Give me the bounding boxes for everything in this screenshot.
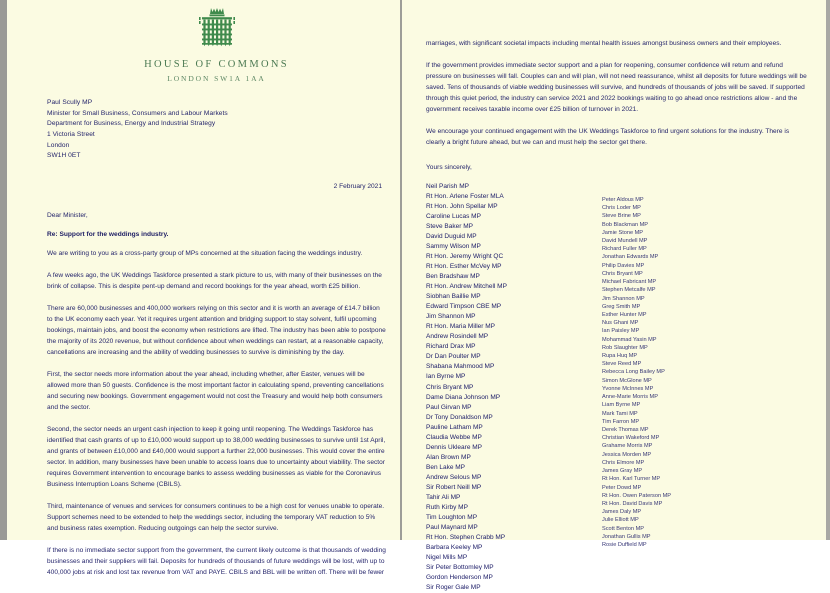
signatory-name: Sammy Wilson MP bbox=[426, 243, 481, 251]
signatory-name: Gordon Henderson MP bbox=[426, 574, 493, 582]
signatory-name: Ben Bradshaw MP bbox=[426, 273, 480, 281]
signatory-name: Richard Drax MP bbox=[426, 343, 476, 351]
signatory-name: Rt Hon. Stephen Crabb MP bbox=[426, 533, 506, 541]
signatory-name: Rt Hon. John Spellar MP bbox=[426, 202, 498, 210]
body-paragraph: Second, the sector needs an urgent cash injection to keep it going until reopening. The Weddings Taskforce has identified that cash grants of up to £10,000 would support up to 38,000 wedding businesses to survive until 1st April, and grants of between £10,000 and £40,000 would support a further 22,000 businesses. This would cover the entire sector. In addition, many businesses have been unable to access loans due to uncertainty about viability. The sector requires Government intervention to encourage banks to assess wedding businesses as viable for the Coronavirus Business Interruption Loans Scheme (CBILS). bbox=[47, 425, 386, 488]
signatory-name: Rt Hon. Jeremy Wright QC bbox=[426, 253, 504, 261]
signatory-name: Dennis Ukleare MP bbox=[426, 443, 482, 451]
signatory-name: Tim Farron MP bbox=[602, 418, 640, 425]
signatory-name: Liam Byrne MP bbox=[602, 402, 641, 409]
signatory-name: Julie Elliott MP bbox=[602, 517, 639, 524]
signatory-name: Peter Dowd MP bbox=[602, 484, 642, 491]
signatory-name: Chris Bryant MP bbox=[602, 270, 643, 277]
signatory-name: Alan Brown MP bbox=[426, 453, 471, 461]
signatory-name: Steve Baker MP bbox=[426, 223, 473, 230]
signatory-name: Barbara Keeley MP bbox=[426, 544, 483, 551]
letter-page-1 bbox=[7, 0, 400, 576]
body-paragraph: First, the sector needs more information about the year ahead, including whether, after Easter, venues will be allowed more than 50 guests. Confidence is the most important factor in calculating spend, preventing cancellations and securing new bookings. Government engagement would not cost the Treasury and would help both consumers and the sector. bbox=[47, 370, 384, 411]
body-paragraph: Third, maintenance of venues and services for consumers continues to be a high cost for venues unable to operate. Support schemes need to be extended to help the weddings sector, including the temporary VAT reduction to 5% and business rates exemption. Reducing outgoings can help the sector survive. bbox=[47, 502, 385, 532]
signatory-name: Jim Shannon MP bbox=[426, 313, 476, 321]
portcullis-crest-icon bbox=[190, 7, 244, 53]
signatory-name: Jamie Stone MP bbox=[602, 229, 644, 236]
house-of-commons-address: LONDON SW1A 1AA bbox=[167, 74, 266, 83]
signatory-name: Stephen Metcalfe MP bbox=[602, 287, 656, 294]
signatory-name: Mohammad Yasin MP bbox=[602, 336, 657, 343]
signatory-name: Ian Byrne MP bbox=[426, 373, 466, 381]
signatory-name: Ruth Kirby MP bbox=[426, 503, 468, 511]
letterhead bbox=[47, 0, 386, 83]
signatory-name: Tahir Ali MP bbox=[426, 493, 461, 501]
body-paragraph: A few weeks ago, the UK Weddings Taskforce presented a stark picture to us, with many of their businesses on the brink of collapse. This is despite pent-up demand and record bookings for the year ahead, worth £25 billion. bbox=[47, 272, 382, 290]
recipient-address bbox=[47, 98, 386, 162]
recipient-line: London bbox=[47, 141, 70, 149]
signatory-name: Yvonne McInnes MP bbox=[602, 385, 654, 392]
signatory-name: Chris Loder MP bbox=[602, 205, 641, 212]
signatory-name: Rt Hon. Owen Paterson MP bbox=[602, 492, 672, 499]
signatory-name: Rt Hon. Maria Miller MP bbox=[426, 323, 495, 331]
signatory-name: Jonathan Gullis MP bbox=[602, 533, 651, 540]
signatory-name: Rt Hon. Andrew Mitchell MP bbox=[426, 283, 507, 291]
signatory-name: Ben Lake MP bbox=[426, 463, 466, 471]
signatory-name: Grahame Morris MP bbox=[602, 443, 653, 450]
signatory-name: Jonathan Edwards MP bbox=[602, 254, 659, 261]
signatory-name: Shabana Mahmood MP bbox=[426, 363, 495, 371]
signatory-name: Andrew Rosindell MP bbox=[426, 333, 489, 341]
signatory-name: Anne-Marie Morris MP bbox=[602, 394, 658, 401]
signatory-name: Rt Hon. Esther McVey MP bbox=[426, 263, 502, 271]
signatory-name: Rob Slaughter MP bbox=[602, 344, 648, 351]
body-paragraph: marriages, with significant societal impacts including mental health issues amongst business owners and their employees. bbox=[426, 40, 782, 47]
signatory-name: Sir Roger Gale MP bbox=[426, 584, 481, 592]
signatory-name: Nigel Mills MP bbox=[426, 554, 468, 562]
body-paragraph: If there is no immediate sector support from the government, the current likely outcome is that thousands of wedding businesses and their suppliers will fail. Deposits for hundreds of thousands of future weddings will be lost, with up to 400,000 jobs at risk and lost tax revenue from VAT and PAYE. CBILS and BBL will be written off. There will be fewer bbox=[47, 546, 386, 576]
recipient-line: SW1H 0ET bbox=[47, 152, 81, 160]
signatory-name: James Gray MP bbox=[602, 468, 643, 475]
signatory-name: Bob Blackman MP bbox=[602, 221, 649, 228]
recipient-line: 1 Victoria Street bbox=[47, 131, 95, 139]
signatory-column-2 bbox=[576, 182, 726, 549]
signatory-name: Rt Hon. David Davis MP bbox=[602, 500, 663, 507]
signatory-name: Dr Tony Donaldson MP bbox=[426, 413, 493, 421]
body-paragraph: We are writing to you as a cross-party group of MPs concerned at the situation facing the weddings industry. bbox=[47, 250, 363, 258]
signatory-name: Richard Fuller MP bbox=[602, 246, 647, 253]
signatory-name: Rt Hon. Karl Turner MP bbox=[602, 476, 661, 483]
signatory-name: Pauline Latham MP bbox=[426, 423, 483, 431]
salutation: Dear Minister, bbox=[47, 212, 88, 220]
signatory-name: Michael Fabricant MP bbox=[602, 279, 657, 286]
body-paragraph: We encourage your continued engagement with the UK Weddings Taskforce to find urgent solutions for the industry. There is clearly a bright future ahead, but we can and must help the sector get there. bbox=[426, 127, 790, 146]
signatory-name: Paul Maynard MP bbox=[426, 523, 478, 531]
recipient-line: Paul Scully MP bbox=[47, 99, 93, 106]
signatory-name: Peter Aldous MP bbox=[602, 196, 644, 203]
signatory-name: Rosie Duffield MP bbox=[602, 542, 647, 549]
signatory-column-1 bbox=[426, 182, 576, 593]
signatory-name: Ian Paisley MP bbox=[602, 328, 640, 335]
recipient-line: Department for Business, Energy and Industrial Strategy bbox=[47, 120, 216, 128]
signatory-name: Philip Davies MP bbox=[602, 262, 645, 269]
signatory-name: Christian Wakeford MP bbox=[602, 435, 660, 442]
house-of-commons-title: HOUSE OF COMMONS bbox=[144, 59, 289, 70]
signatory-name: Sir Robert Neill MP bbox=[426, 483, 482, 491]
subject-line: Re: Support for the weddings industry. bbox=[47, 231, 169, 239]
signatory-name: Jim Shannon MP bbox=[602, 295, 645, 302]
signatory-name: Chris Bryant MP bbox=[426, 383, 474, 391]
signatory-name: Scott Benton MP bbox=[602, 525, 644, 532]
letter-date: 2 February 2021 bbox=[333, 183, 382, 191]
signatory-name: Tim Loughton MP bbox=[426, 513, 478, 521]
signatory-name: David Mundell MP bbox=[602, 237, 648, 244]
signatory-name: Nus Ghani MP bbox=[602, 320, 639, 327]
page-2-body bbox=[426, 0, 810, 593]
signatory-name: Dr Dan Poulter MP bbox=[426, 353, 481, 361]
scan-edge-left bbox=[0, 0, 7, 540]
recipient-line: Minister for Small Business, Consumers and Labour Markets bbox=[47, 109, 228, 117]
scan-edge-right bbox=[826, 0, 830, 540]
signatory-name: Andrew Selous MP bbox=[426, 473, 482, 481]
signatory-name: Esther Hunter MP bbox=[602, 311, 647, 318]
signatory-name: Rebecca Long Bailey MP bbox=[602, 369, 665, 376]
closing-salutation: Yours sincerely, bbox=[426, 163, 472, 171]
signatory-name: Claudia Webbe MP bbox=[426, 433, 482, 441]
signatory-name: Jessica Morden MP bbox=[602, 451, 652, 458]
letter-page-2 bbox=[402, 0, 826, 592]
signatory-name: Chris Elmore MP bbox=[602, 459, 645, 466]
body-paragraph: There are 60,000 businesses and 400,000 workers relying on this sector and it is worth an average of £14.7 billion to the UK economy each year. Yet it requires urgent attention and bridging support to stay solvent, fulfil upcoming bookings, maintain jobs, and boost the economy when restrictions are lifted. The industry has been able to postpone the majority of its 2020 revenue, but without confidence about when weddings can restart, at a reasonable capacity, cancellations are increasing and the ability of wedding businesses to survive is diminishing by the day. bbox=[47, 304, 386, 356]
signatory-name: Steve Brine MP bbox=[602, 213, 641, 220]
signatory-name: Neil Parish MP bbox=[426, 182, 469, 190]
signatory-name: Simon McGlone MP bbox=[602, 377, 652, 384]
signatory-name: Mark Tami MP bbox=[602, 410, 638, 417]
signatory-name: Derek Thomas MP bbox=[602, 427, 649, 433]
signatory-name: Rupa Huq MP bbox=[602, 353, 638, 360]
signatory-name: Edward Timpson CBE MP bbox=[426, 303, 502, 311]
signatory-name: James Daly MP bbox=[602, 509, 642, 516]
signatory-name: Siobhan Baillie MP bbox=[426, 293, 481, 301]
signatory-name: Dame Diana Johnson MP bbox=[426, 393, 501, 401]
signatory-name: Greg Smith MP bbox=[602, 303, 641, 310]
signatory-name: Paul Girvan MP bbox=[426, 403, 472, 411]
signatory-name: Rt Hon. Arlene Foster MLA bbox=[426, 192, 504, 200]
signatory-name: Sir Peter Bottomley MP bbox=[426, 564, 494, 572]
body-paragraph: If the government provides immediate sector support and a plan for reopening, consumer confidence will return and refund pressure on businesses will fall. Couples can and will plan, will not need reassurance, whilst all deposits for future weddings will be saved. Tens of thousands of viable wedding businesses will survive, and hundreds of thousands of jobs will be saved. If supported through this quiet period, the industry can service 2021 and 2022 bookings waiting to go ahead once restrictions allow - and the government receives taxable income over £25 billion of turnover in 2021. bbox=[426, 61, 807, 113]
signatory-name: Caroline Lucas MP bbox=[426, 212, 481, 220]
signatory-list bbox=[426, 182, 810, 593]
signatory-name: David Duguid MP bbox=[426, 233, 477, 241]
signatory-name: Steve Reed MP bbox=[602, 361, 642, 368]
